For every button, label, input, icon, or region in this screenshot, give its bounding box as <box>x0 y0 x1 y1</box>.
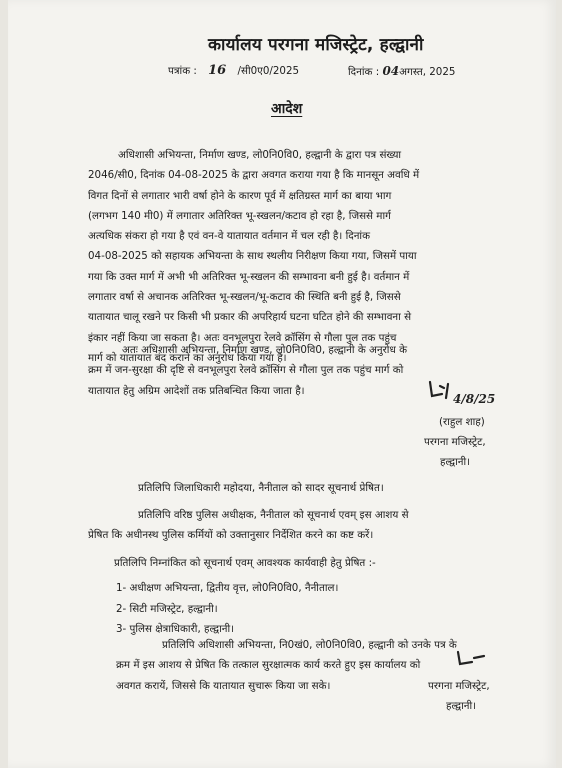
copy-2-line: प्रतिलिपि वरिष्ठ पुलिस अधीक्षक, नैनीताल को सूचनार्थ एवम् इस आशय से <box>138 509 409 521</box>
copy-3-intro: प्रतिलिपि निम्नांकित को सूचनार्थ एवम् आवश्यक कार्यवाही हेतु प्रेषित :- <box>114 557 376 569</box>
paragraph-2-line: यातायात हेतु अग्रिम आदेशों तक प्रतिबन्धित किया जाता है। <box>88 384 305 397</box>
signatory-2-place: हल्द्वानी। <box>446 700 477 712</box>
ref-label: पत्रांक : <box>168 65 197 77</box>
paragraph-2-line: अतः अधिशासी अभियन्ता, निर्माण खण्ड, लो0नि0वि0, हल्द्वानी के अनुरोध के <box>122 344 407 356</box>
order-heading: आदेश <box>271 101 303 117</box>
office-title: कार्यालय परगना मजिस्ट्रेट, हल्द्वानी <box>208 35 424 55</box>
date-label: दिनांक : <box>348 66 380 78</box>
paragraph-1-line: मार्ग को यातायात बंद कराने का अनुरोध किया गया है। <box>88 351 287 364</box>
paragraph-1-line: लगातार वर्षा से अचानक अतिरिक्त भू-स्खलन/भू-कटाव की स्थिति बनी हुई है, जिससे <box>88 291 401 304</box>
paragraph-1 <box>88 145 419 368</box>
copy-2 <box>88 505 409 546</box>
reference-line <box>168 61 299 81</box>
copy-4-line: अवगत करायें, जिससे कि यातायात सुचारू किया जा सके। <box>116 679 331 692</box>
date-suffix: अगस्त, 2025 <box>399 66 456 78</box>
copy-4-line: क्रम में इस आशय से प्रेषित कि तत्काल सुरक्षात्मक कार्य करते हुए इस कार्यालय को <box>116 659 421 672</box>
document-page <box>8 0 556 768</box>
list-item: 1- अधीक्षण अभियन्ता, द्वितीय वृत्त, लो0नि0वि0, नैनीताल। <box>116 582 339 594</box>
paragraph-1-line: इंकार नहीं किया जा सकता है। अतः वनभूलपुरा रेलवे क्रॉसिंग से गौला पुल तक पहुंच <box>88 331 397 344</box>
date-line <box>348 61 455 82</box>
list-item: 3- पुलिस क्षेत्राधिकारी, हल्द्वानी। <box>116 623 235 635</box>
list-item: 2- सिटी मजिस्ट्रेट, हल्द्वानी। <box>116 602 218 615</box>
signatory-place: हल्द्वानी। <box>440 456 471 468</box>
paragraph-1-line: 04-08-2025 को सहायक अभियन्ता के साथ स्थलीय निरीक्षण किया गया, जिसमें पाया <box>88 250 417 263</box>
signatory-designation: परगना मजिस्ट्रेट, <box>424 436 486 448</box>
copy-2-line: प्रेषित कि अधीनस्थ पुलिस कर्मियों को उक्तानुसार निर्देशित करने का कष्ट करें। <box>88 529 374 542</box>
signature-date-handwritten: 4/8/25 <box>453 392 496 406</box>
signature-scribble-2 <box>454 648 494 672</box>
paragraph-1-line: अधिशासी अभियन्ता, निर्माण खण्ड, लो0नि0वि0, हल्द्वानी के द्वारा पत्र संख्या <box>118 149 402 161</box>
ref-number-handwritten: 16 <box>208 63 227 78</box>
ref-suffix: /सी0ए0/2025 <box>237 65 300 77</box>
paragraph-2-line: क्रम में जन-सुरक्षा की दृष्टि से वनभूलपुरा रेलवे क्रॉसिंग से गौला पुल तक पहुंच मार्ग को <box>88 364 404 377</box>
paragraph-1-line: यातायात चालू रखने पर किसी भी प्रकार की अपरिहार्य घटना घटित होने की सम्भावना से <box>88 311 412 324</box>
copy-3-list <box>116 578 338 640</box>
paragraph-1-line: 2046/सी0, दिनांक 04-08-2025 के द्वारा अवगत कराया गया है कि मानसून अवधि में <box>88 169 420 182</box>
paragraph-1-line: अत्यधिक संकरा हो गया है एवं वन-वे यातायात वर्तमान में चल रही है। दिनांक <box>88 230 371 243</box>
copy-4 <box>116 635 457 696</box>
date-handwritten: 04 <box>382 64 400 78</box>
paragraph-2 <box>88 340 407 401</box>
signatory-name: (राहुल शाह) <box>439 416 485 428</box>
paragraph-1-line: गया कि उक्त मार्ग में अभी भी अतिरिक्त भू-स्खलन की सम्भावना बनी हुई है। वर्तमान में <box>88 270 410 283</box>
copy-4-line: प्रतिलिपि अधिशासी अभियन्ता, नि0खं0, लो0नि0वि0, हल्द्वानी को उनके पत्र के <box>162 639 457 651</box>
paragraph-1-line: विगत दिनों से लगातार भारी वर्षा होने के कारण पूर्व में क्षतिग्रस्त मार्ग का बाया भाग <box>88 189 392 202</box>
copy-1: प्रतिलिपि जिलाधिकारी महोदया, नैनीताल को सादर सूचनार्थ प्रेषित। <box>138 482 384 494</box>
signatory-2-designation: परगना मजिस्ट्रेट, <box>428 680 490 692</box>
paragraph-1-line: (लगभग 140 मी0) में लगातार अतिरिक्त भू-स्खलन/कटाव हो रहा है, जिससे मार्ग <box>88 209 391 222</box>
